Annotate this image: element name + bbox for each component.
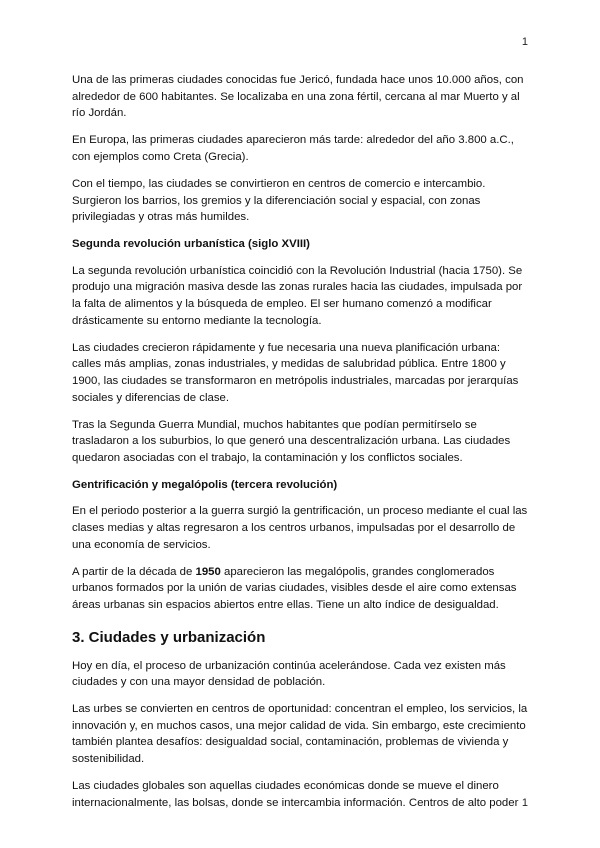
section-heading-ciudades: 3. Ciudades y urbanización [72,628,266,646]
paragraph-planificacion: Las ciudades crecieron rápidamente y fue necesaria una nueva planificación urbana: calles más amplias, zonas industriales, y medidas de salubridad pública. Entre 1800 y 1900, las ciudades se transformaron en metrópolis industriales, marcadas por jerarquías sociales y diferencias de clase. [72,341,519,404]
paragraph-posguerra: Tras la Segunda Guerra Mundial, muchos habitantes que podían permitírselo se trasladaron a los suburbios, lo que generó una descentralización urbana. Las ciudades quedaron asociadas con el trabajo, la contaminación y los conflictos sociales. [72,418,511,464]
subheading-gentrificacion: Gentrificación y megalópolis (tercera revolución) [72,478,338,491]
document-body [72,72,528,822]
page-number-top: 1 [521,36,528,48]
subheading-segunda-revolucion: Segunda revolución urbanística (siglo XVIII) [72,238,310,251]
paragraph-revolucion-industrial: La segunda revolución urbanística coincidió con la Revolución Industrial (hacia 1750). Se produjo una migración masiva desde las zonas rurales hacia las ciudades, impulsada por la falta de alimentos y la búsqueda de empleo. El ser humano comenzó a modificar drásticamente su entorno mediante la tecnología. [72,264,523,327]
paragraph-hoy: Hoy en día, el proceso de urbanización continúa acelerándose. Cada vez existen más ciudades y con una mayor densidad de población. [72,659,506,689]
paragraph-europa: En Europa, las primeras ciudades aparecieron más tarde: alrededor del año 3.800 a.C., con ejemplos como Creta (Grecia). [72,134,514,163]
text-span: aparecieron las megalópolis, grandes conglomerados urbanos formados por la unión de varias ciudades, visibles desde el aire como extensas áreas urbanas sin espacios abiertos entre ellas. Tiene un alto índice de desigualdad. [72,565,517,611]
text-span: A partir de la década de [72,565,196,578]
paragraph-ciudades-globales: Las ciudades globales son aquellas ciudades económicas donde se mueve el dinero internacionalmente, las bolsas, donde se intercambia información. Centros de alto poder [72,780,519,809]
paragraph-gentrificacion: En el periodo posterior a la guerra surgió la gentrificación, un proceso mediante el cual las clases medias y altas regresaron a los centros urbanos, impulsadas por el desarrollo de una economía de servicios. [72,505,528,551]
paragraph-urbes: Las urbes se convierten en centros de oportunidad: concentran el empleo, los servicios, la innovación y, en muchos casos, una mejor calidad de vida. Sin embargo, este crecimiento también plantea desafíos: desigualdad social, contaminación, problemas de vivienda y sostenibilidad. [72,703,528,765]
paragraph-jerico: Una de las primeras ciudades conocidas fue Jericó, fundada hace unos 10.000 años, con alrededor de 600 habitantes. Se localizaba en una zona fértil, cercana al mar Muerto y al río Jordán. [72,74,524,120]
page-number-bottom: 1 [521,797,528,809]
bold-year: 1950 [195,565,221,578]
paragraph-comercio: Con el tiempo, las ciudades se convirtieron en centros de comercio e intercambio. Surgieron los barrios, los gremios y la diferenciación social y espacial, con zonas privilegiadas y otras más humildes. [72,177,486,224]
paragraph-megalopolis [72,564,528,614]
